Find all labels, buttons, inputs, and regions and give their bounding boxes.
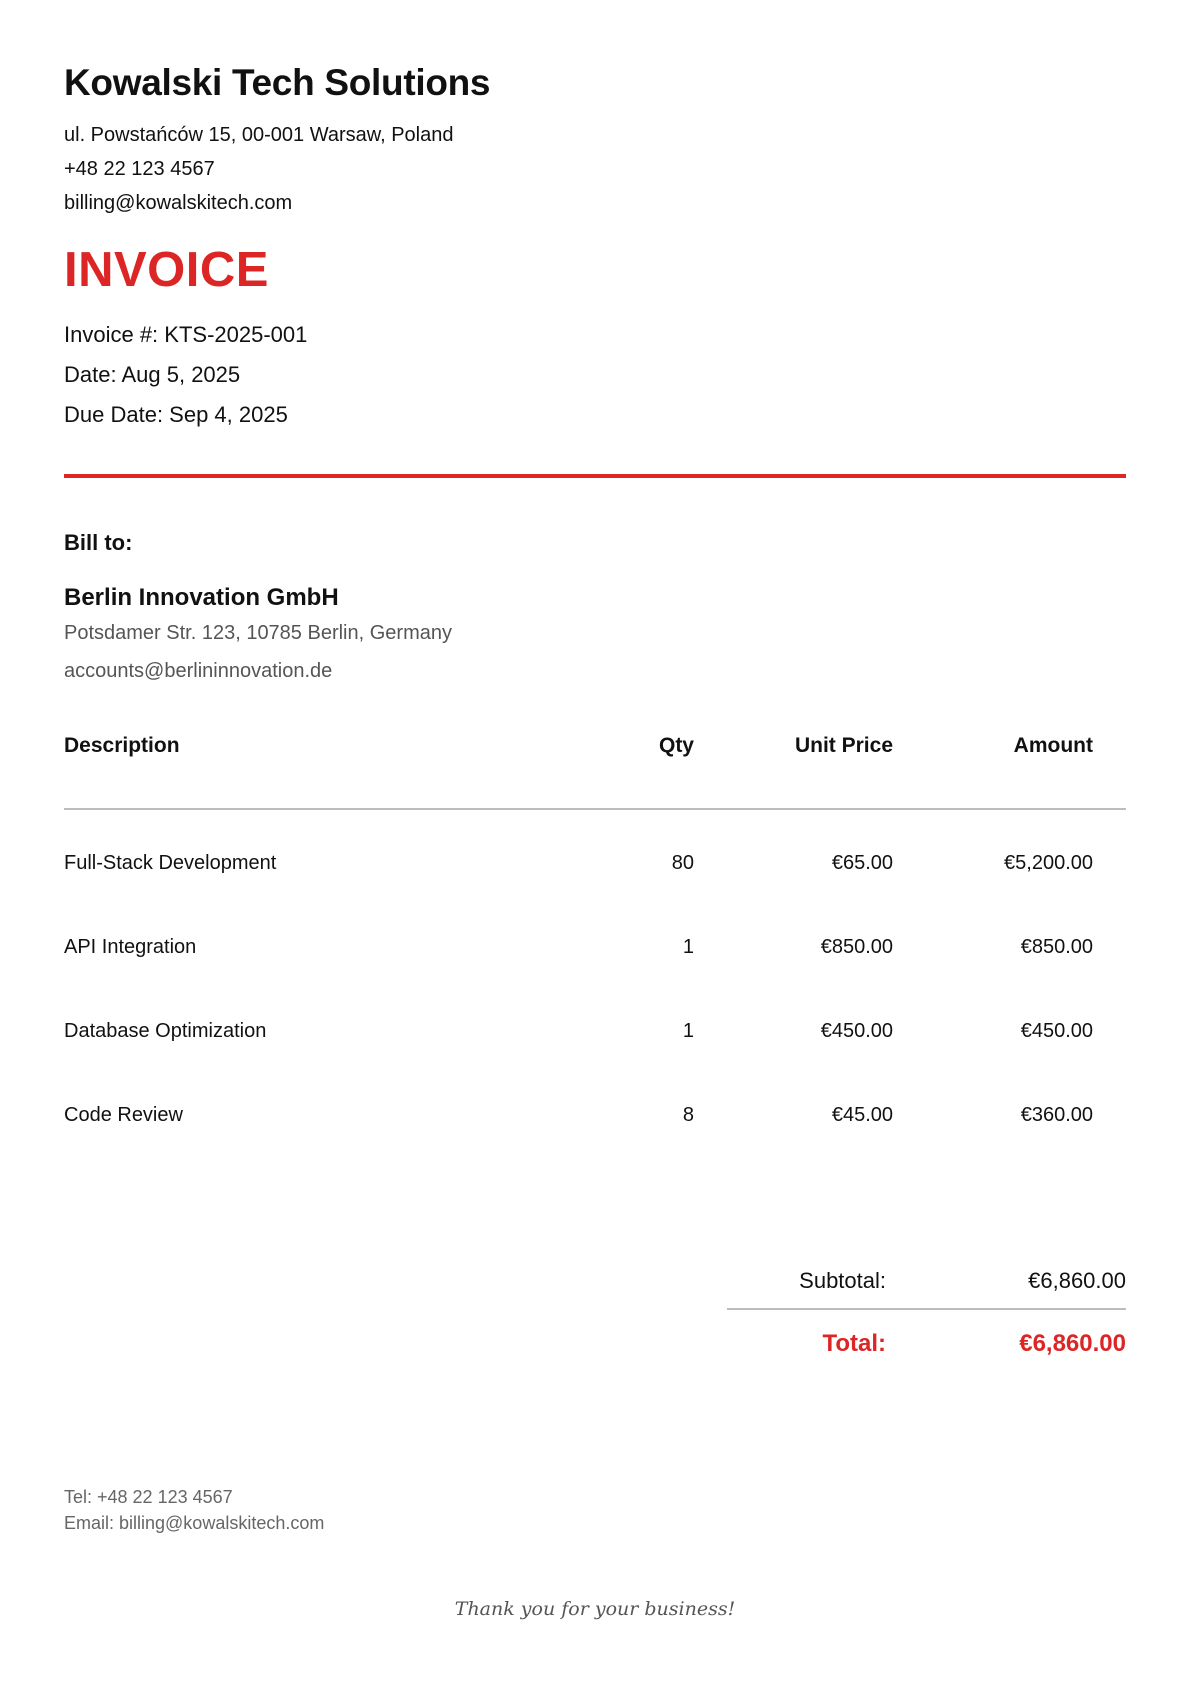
header-divider [64, 474, 1126, 478]
row-1-qty: 80 [671, 852, 694, 874]
invoice-date: Date: Aug 5, 2025 [64, 362, 241, 387]
invoice-number: Invoice #: KTS-2025-001 [64, 322, 308, 347]
client-name: Berlin Innovation GmbH [64, 584, 339, 611]
row-1-amount: €5,200.00 [1004, 852, 1093, 874]
row-2-qty: 1 [682, 936, 694, 958]
header-qty: Qty [658, 734, 694, 757]
row-3-amount: €450.00 [1020, 1020, 1093, 1042]
table-header-divider [64, 808, 1126, 810]
header-unit-price: Unit Price [794, 734, 893, 757]
row-1-unit-price: €65.00 [831, 852, 893, 874]
row-2-amount: €850.00 [1020, 936, 1093, 958]
totals-divider [727, 1308, 1126, 1310]
client-address: Potsdamer Str. 123, 10785 Berlin, Germany [64, 622, 452, 644]
invoice-title: INVOICE [64, 243, 269, 297]
row-4-description: Code Review [64, 1104, 183, 1126]
total-label: Total: [822, 1330, 886, 1357]
subtotal-label: Subtotal: [799, 1268, 886, 1293]
footer-email: Email: billing@kowalskitech.com [64, 1513, 325, 1533]
company-address: ul. Powstańców 15, 00-001 Warsaw, Poland [64, 124, 454, 146]
row-4-unit-price: €45.00 [831, 1104, 893, 1126]
row-3-unit-price: €450.00 [820, 1020, 893, 1042]
bill-to-label: Bill to: [64, 530, 133, 555]
row-4-amount: €360.00 [1020, 1104, 1093, 1126]
total-value: €6,860.00 [1019, 1330, 1126, 1357]
row-1-description: Full-Stack Development [64, 852, 277, 874]
header-description: Description [64, 734, 180, 757]
company-phone: +48 22 123 4567 [64, 158, 215, 180]
company-name: Kowalski Tech Solutions [64, 62, 491, 103]
row-2-unit-price: €850.00 [820, 936, 893, 958]
row-2-description: API Integration [64, 936, 197, 958]
row-3-qty: 1 [682, 1020, 694, 1042]
subtotal-value: €6,860.00 [1028, 1268, 1126, 1293]
row-4-qty: 8 [682, 1104, 694, 1126]
thank-you-note: Thank you for your business! [454, 1598, 736, 1620]
client-email: accounts@berlininnovation.de [64, 660, 333, 682]
header-amount: Amount [1013, 734, 1093, 757]
company-email: billing@kowalskitech.com [64, 192, 293, 214]
footer-tel: Tel: +48 22 123 4567 [64, 1487, 233, 1507]
invoice-due-date: Due Date: Sep 4, 2025 [64, 402, 288, 427]
row-3-description: Database Optimization [64, 1020, 267, 1042]
